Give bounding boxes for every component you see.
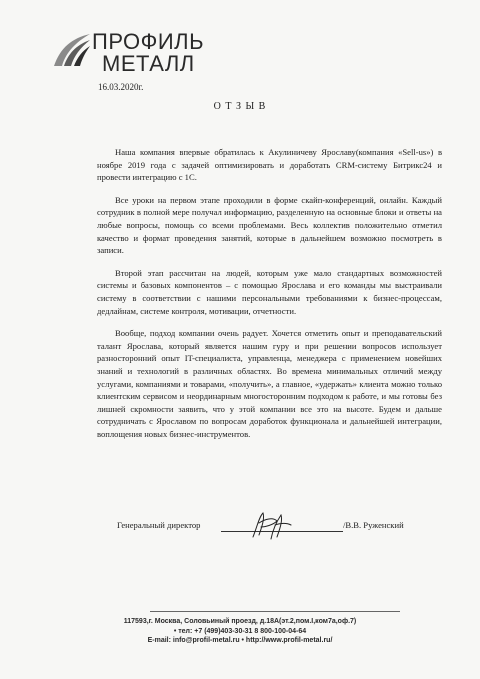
signer-name: /В.В. Руженский (343, 520, 404, 530)
logo-swoosh-icon (50, 30, 92, 70)
footer-divider (150, 611, 400, 612)
company-logo (50, 28, 210, 78)
letter-date: 16.03.2020г. (98, 82, 144, 92)
letter-body (97, 146, 442, 450)
footer-address: 117593,г. Москва, Соловьиный проезд, д.18А(эт.2,пом.I,ком7а,оф.7) (123, 618, 357, 625)
paragraph-first-stage: Все уроки на первом этапе проходили в форме скайп-конференций, онлайн. Каждый сотрудник в полной мере получал информацию, разделенную на основные блоки и ответы на любые вопросы, помощь со всеми проблемами. Весь коллектив положительно отметил качество и формат проведения занятий, которые в дальнейшем возможно посмотреть в записи. (97, 194, 442, 256)
letterhead-footer (0, 617, 480, 647)
paragraph-intro: Наша компания впервые обратилась к Акулиничеву Ярославу(компания «Sell-us») в ноябре 2019 года с задачей оптимизировать и доработать CRM-систему Битрикс24 и провести интеграцию с 1С. (97, 147, 442, 183)
footer-contacts: E-mail: info@profil-metal.ru • http://www.profil-metal.ru/ (147, 637, 333, 644)
paragraph-conclusion: Вообще, подход компании очень радует. Хочется отметить опыт и преподавательский талант Ярослава, который является нашим гуру и при решении вопросов использует разносторонний опыт IT-специалиста, управленца, менеджера с применением новейших знаний и технологий в различных областях. Во времена минимальных отличий между услугами, компаниями и товарами, «получить», а главное, «удержать» клиента можно только клиентским сервисом и неординарным многосторонним подходом к работе, и мы готовы без лишней скромности заявить, что у этой компании все это на высоте. Будем и дальше сотрудничать с Ярославом по вопросам доработок функционала и дальнейшей интеграции, воплощения новых бизнес-инструментов. (97, 328, 442, 439)
signature-block (97, 517, 442, 547)
signer-role: Генеральный директор (117, 520, 201, 530)
paragraph-second-stage: Второй этап рассчитан на людей, которым уже мало стандартных возможностей системы и базовых компонентов – с помощью Ярослава и его команды мы выстраивали систему в соответствии с нашими персональными требованиями к бизнес-процессам, дедлайнам, системе контроля, мотивации, отчетности. (97, 267, 442, 316)
handwritten-signature (247, 509, 293, 543)
letter-title: О Т З Ы В (213, 101, 267, 112)
footer-phone: • тел: +7 (499)403-30-31 8 800-100-04-64 (173, 627, 307, 635)
logo-text-line2: МЕТАЛЛ (102, 51, 195, 76)
logo-text-line1: ПРОФИЛЬ (92, 29, 205, 54)
